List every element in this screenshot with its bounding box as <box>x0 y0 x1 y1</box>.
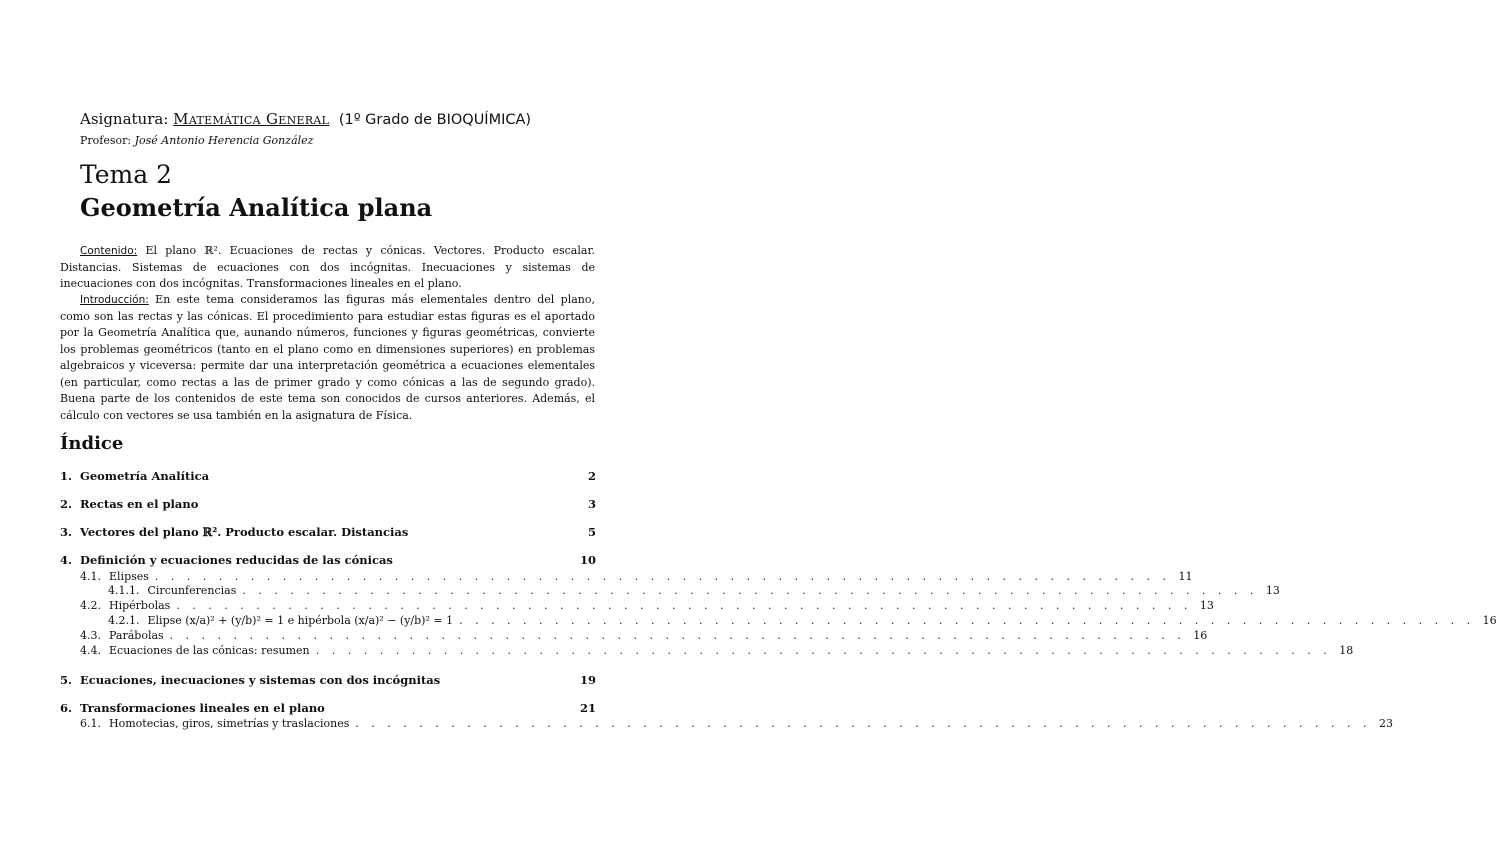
toc-leader: . . . . . . . . . . . . . . . . . . . . . . . . . . . . . . . . . . . . . . . . . . . . . . . . . . . . . . . . . . . . . . . . <box>154 570 1171 583</box>
toc-num: 4.1.1. <box>108 584 140 597</box>
toc-title: Rectas en el plano <box>80 497 199 511</box>
toc-num: 2. <box>60 497 73 511</box>
profesor-name: José Antonio Herencia González <box>134 134 314 147</box>
toc-num: 1. <box>60 469 73 483</box>
toc-subsection-4-2-1[interactable] <box>108 614 1497 627</box>
professor-line <box>80 134 313 147</box>
toc-title: Ecuaciones de las cónicas: resumen <box>109 644 310 657</box>
subject-line <box>80 110 531 128</box>
introduccion-text: En este tema consideramos las figuras más elementales dentro del plano, como son las rectas y las cónicas. El procedimiento para estudiar estas figuras es el aportado por la Geometría Analítica que, aunando números, funciones y figuras geométricas, convierte los problemas geométricos (tanto en el plano como en dimensiones superiores) en problemas algebraicos y viceversa: permite dar una interpretación geométrica a ecuaciones elementales (en particular, como rectas a las de primer grado y como cónicas a las de segundo grado). Buena parte de los contenidos de este tema son conocidos de cursos anteriores. Además, el cálculo con vectores se usa también en la asignatura de Física. <box>60 293 595 422</box>
profesor-label: Profesor: <box>80 134 132 147</box>
toc-num: 4.2. <box>80 599 101 612</box>
toc-leader: . . . . . . . . . . . . . . . . . . . . . . . . . . . . . . . . . . . . . . . . . . . . . . . . . . . . . . . . . . . . . . . . <box>176 599 1192 612</box>
toc-title: Elipse (x/a)² + (y/b)² = 1 e hipérbola (x/a)² − (y/b)² = 1 <box>147 614 454 627</box>
tema-number: Tema 2 <box>80 160 172 189</box>
toc-page: 10 <box>579 553 596 567</box>
toc-page: 16 <box>1193 629 1208 642</box>
toc-page: 16 <box>1482 614 1497 627</box>
toc-page: 11 <box>1178 570 1193 583</box>
toc-page: 3 <box>587 497 596 511</box>
toc-page: 13 <box>1265 584 1280 597</box>
toc-num: 6.1. <box>80 717 101 730</box>
asignatura-name: Matemática General <box>173 110 330 128</box>
toc-section-6[interactable] <box>60 701 596 715</box>
toc-page: 18 <box>1339 644 1354 657</box>
introduccion-paragraph <box>60 292 595 424</box>
toc-leader: . . . . . . . . . . . . . . . . . . . . . . . . . . . . . . . . . . . . . . . . . . . . . . . . . . . . . . . . . . . . . . . . <box>355 717 1371 730</box>
toc-num: 4.4. <box>80 644 101 657</box>
toc-num: 5. <box>60 673 73 687</box>
toc-title: Parábolas <box>109 629 164 642</box>
toc-section-5[interactable] <box>60 673 596 687</box>
toc-subsection-4-2[interactable] <box>80 599 1214 612</box>
toc-leader: . . . . . . . . . . . . . . . . . . . . . . . . . . . . . . . . . . . . . . . . . . . . . . . . . . . . . . . . . . . . . . . . <box>459 614 1475 627</box>
toc-title: Circunferencias <box>147 584 237 597</box>
toc-page: 5 <box>587 525 596 539</box>
toc-section-4[interactable] <box>60 553 596 567</box>
toc-leader: . . . . . . . . . . . . . . . . . . . . . . . . . . . . . . . . . . . . . . . . . . . . . . . . . . . . . . . . . . . . . . . . <box>242 584 1258 597</box>
toc-title: Homotecias, giros, simetrías y traslaciones <box>109 717 350 730</box>
toc-num: 3. <box>60 525 73 539</box>
grado-label: (1º Grado de BIOQUÍMICA) <box>338 112 532 128</box>
toc-page: 21 <box>579 701 596 715</box>
toc-leader: . . . . . . . . . . . . . . . . . . . . . . . . . . . . . . . . . . . . . . . . . . . . . . . . . . . . . . . . . . . . . . . . <box>169 629 1186 642</box>
toc-num: 4.3. <box>80 629 101 642</box>
toc-subsection-4-1[interactable] <box>80 570 1193 583</box>
contenido-label: Contenido: <box>80 245 138 257</box>
introduccion-label: Introducción: <box>80 294 149 306</box>
toc-section-1[interactable] <box>60 469 596 483</box>
toc-leader: . . . . . . . . . . . . . . . . . . . . . . . . . . . . . . . . . . . . . . . . . . . . . . . . . . . . . . . . . . . . . . . . <box>315 644 1332 657</box>
toc-title: Transformaciones lineales en el plano <box>80 701 325 715</box>
toc-title: Definición y ecuaciones reducidas de las cónicas <box>80 553 393 567</box>
toc-section-3[interactable] <box>60 525 596 539</box>
toc-title: Ecuaciones, inecuaciones y sistemas con dos incógnitas <box>80 673 441 687</box>
toc-page: 2 <box>587 469 596 483</box>
toc-title: Elipses <box>109 570 149 583</box>
toc-num: 4.2.1. <box>108 614 140 627</box>
toc-num: 4.1. <box>80 570 101 583</box>
toc-title: Geometría Analítica <box>80 469 210 483</box>
toc-subsection-4-1-1[interactable] <box>108 584 1280 597</box>
contenido-paragraph <box>60 243 595 293</box>
index-heading: Índice <box>60 433 124 454</box>
toc-page: 19 <box>579 673 596 687</box>
toc-page: 23 <box>1378 717 1393 730</box>
toc-title: Hipérbolas <box>109 599 171 612</box>
contenido-text: El plano ℝ². Ecuaciones de rectas y cónicas. Vectores. Producto escalar. Distancias. Sistemas de ecuaciones con dos incógnitas. Inecuaciones y sistemas de inecuaciones con dos incógnitas. Transformaciones lineales en el plano. <box>60 244 595 290</box>
toc-subsection-6-1[interactable] <box>80 717 1393 730</box>
toc-num: 6. <box>60 701 73 715</box>
toc-section-2[interactable] <box>60 497 596 511</box>
page-title: Geometría Analítica plana <box>80 193 433 222</box>
toc-subsection-4-3[interactable] <box>80 629 1208 642</box>
toc-page: 13 <box>1199 599 1214 612</box>
toc-num: 4. <box>60 553 73 567</box>
toc-subsection-4-4[interactable] <box>80 644 1354 657</box>
asignatura-label: Asignatura: <box>80 110 169 128</box>
toc-title: Vectores del plano ℝ². Producto escalar. Distancias <box>80 525 409 539</box>
